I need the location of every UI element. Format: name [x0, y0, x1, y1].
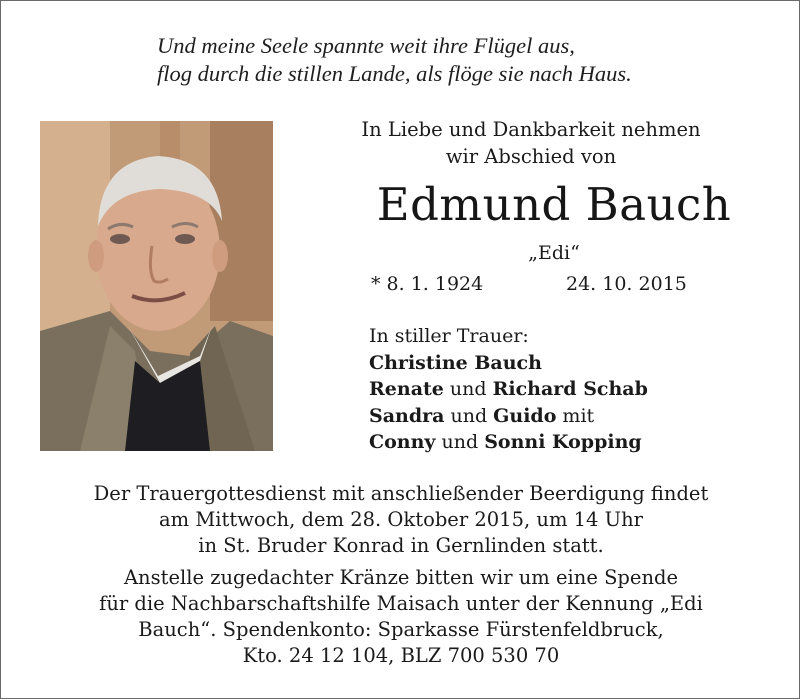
- conjunction: und: [443, 378, 493, 400]
- mourner-name: Christine Bauch: [369, 351, 542, 374]
- death-date: 24. 10. 2015: [566, 273, 687, 295]
- donation-line-3: Bauch“. Spendenkonto: Sparkasse Fürstenfeldbruck,: [138, 618, 664, 641]
- donation-info: [1, 565, 800, 669]
- service-line-1: Der Trauergottesdienst mit anschließender Beerdigung findet: [93, 482, 709, 505]
- service-line-3: in St. Bruder Konrad in Gernlinden statt.: [198, 534, 604, 557]
- funeral-service-info: [1, 481, 800, 559]
- mourner-name: Renate: [369, 378, 444, 400]
- deceased-nickname: „Edi“: [528, 242, 580, 264]
- poem-line-1: Und meine Seele spannte weit ihre Flügel aus,: [157, 33, 575, 58]
- donation-line-1: Anstelle zugedachter Kränze bitten wir um eine Spende: [123, 566, 679, 589]
- service-line-2: am Mittwoch, dem 28. Oktober 2015, um 14 Uhr: [159, 508, 643, 531]
- mourner-row-2: [369, 376, 648, 403]
- mourner-name: Richard Schab: [492, 378, 648, 400]
- mourner-name: Conny: [369, 431, 436, 453]
- donation-line-4: Kto. 24 12 104, BLZ 700 530 70: [242, 644, 560, 667]
- deceased-name: Edmund Bauch: [376, 178, 732, 231]
- mourner-name: Sandra: [369, 404, 445, 427]
- mourners-list: [369, 323, 648, 456]
- intro-line-1: In Liebe und Dankbarkeit nehmen: [361, 118, 701, 141]
- intro-text: [321, 116, 741, 170]
- poem-line-2: flog durch die stillen Lande, als flöge sie nach Haus.: [157, 61, 632, 86]
- mourners-heading: In stiller Trauer:: [369, 325, 529, 347]
- mourner-row-3: [369, 403, 648, 430]
- mourner-row-4: [369, 429, 648, 456]
- conjunction: und: [435, 431, 485, 453]
- portrait-photo: [40, 121, 273, 451]
- intro-line-2: wir Abschied von: [445, 145, 617, 168]
- mourner-name: Guido: [493, 404, 557, 427]
- mourner-row-1: [369, 350, 648, 377]
- conjunction: mit: [556, 404, 595, 427]
- donation-line-2: für die Nachbarschaftshilfe Maisach unter der Kennung „Edi: [99, 592, 703, 615]
- birth-date: * 8. 1. 1924: [371, 273, 484, 295]
- mourner-name: Sonni Kopping: [484, 431, 642, 453]
- conjunction: und: [444, 404, 494, 427]
